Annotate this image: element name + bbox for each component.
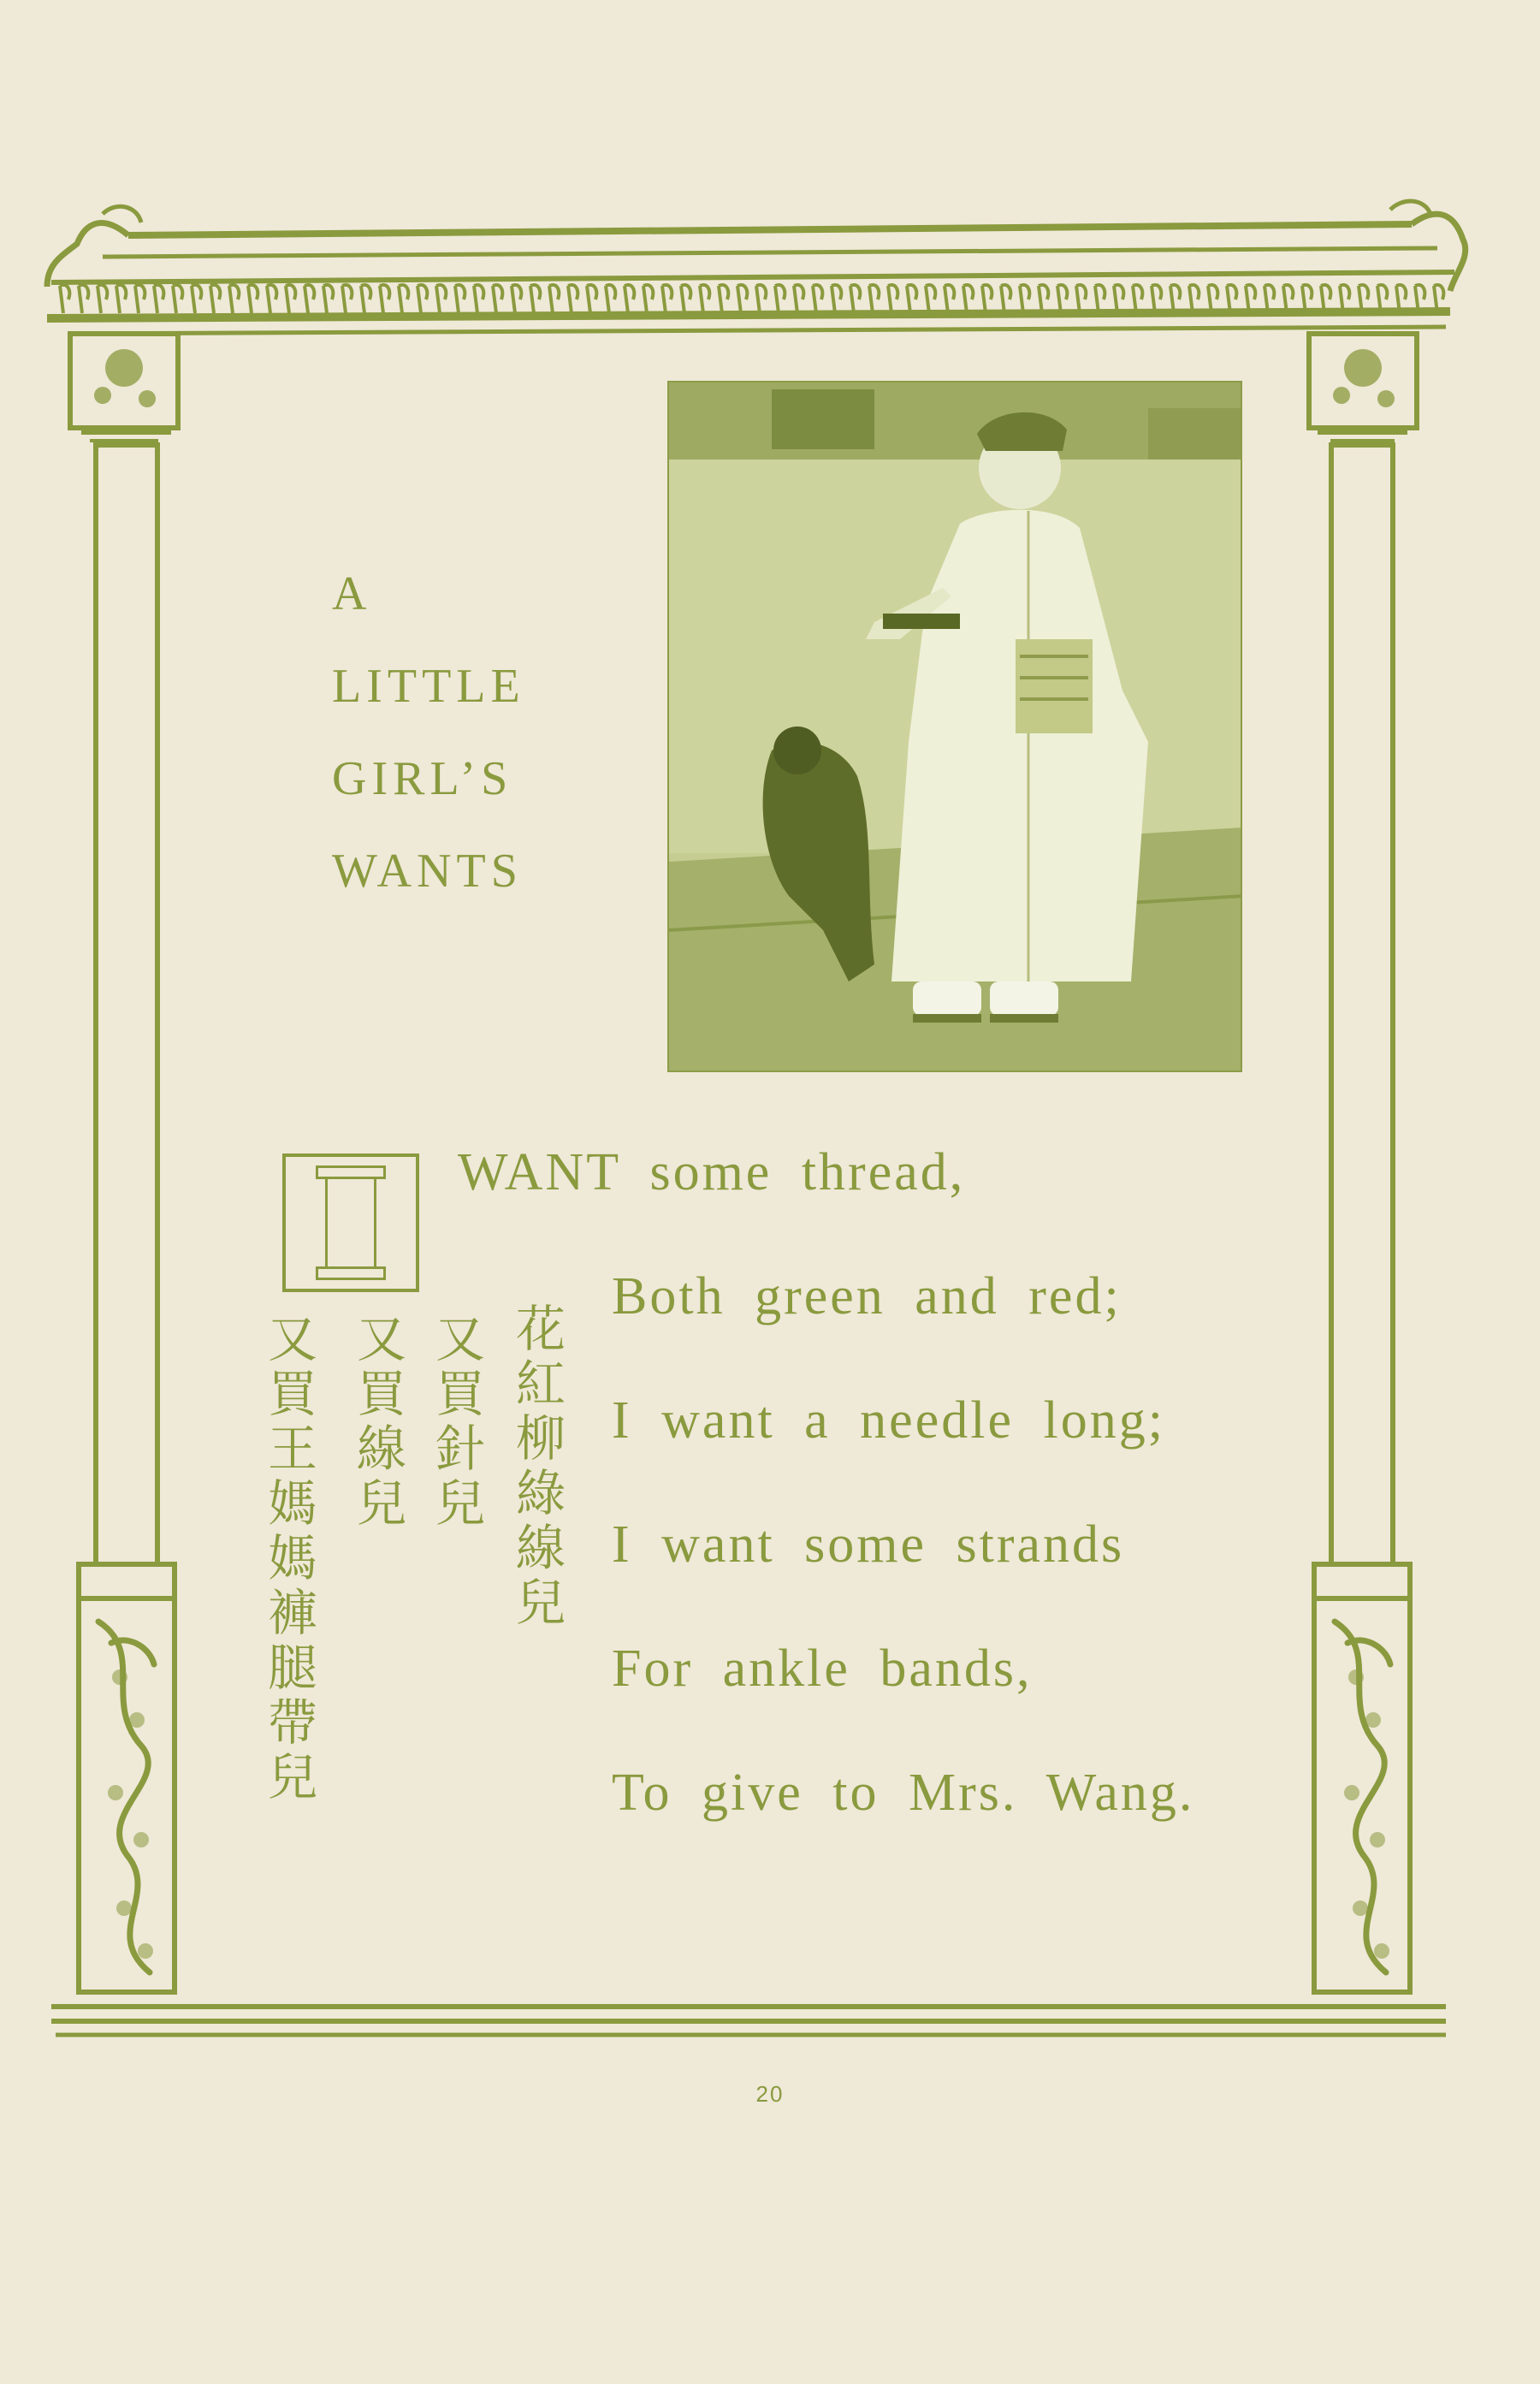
roof-tile <box>982 285 992 313</box>
roof-tile <box>493 285 502 313</box>
roof-tile <box>116 285 126 313</box>
roof-tile <box>98 285 107 313</box>
roof-tile <box>210 285 220 313</box>
title-line: WANTS <box>332 845 523 898</box>
title-line: A <box>332 567 372 620</box>
roof-tile <box>267 285 276 313</box>
roof-tile <box>192 285 201 313</box>
title-line: LITTLE <box>332 660 525 713</box>
roof-tile <box>436 285 446 313</box>
poem-line: Both green and red; <box>612 1267 1122 1325</box>
roof-tile <box>775 285 785 313</box>
roof-tile <box>512 285 521 313</box>
roof-tile <box>173 285 182 313</box>
roof-tile <box>474 285 483 313</box>
roof-tile <box>79 285 88 313</box>
page-number: 20 <box>755 2081 785 2107</box>
poem-line: I want some strands <box>612 1515 1125 1574</box>
roof-tile <box>888 285 897 313</box>
chinese-column: 又買線兒 <box>348 1313 406 1532</box>
roof-tile <box>625 285 634 313</box>
roof-tile <box>568 285 578 313</box>
roof-tile <box>135 285 145 313</box>
roof-tile <box>813 285 822 313</box>
roof-tile <box>737 285 747 313</box>
roof-tile <box>455 285 465 313</box>
roof-tile <box>399 285 408 313</box>
roof-tile <box>850 285 860 313</box>
roof-tile <box>1020 285 1029 313</box>
roof-tile <box>154 285 163 313</box>
poem-line: WANT some thread, <box>458 1143 966 1201</box>
roof-tile <box>719 285 728 313</box>
roof-tile <box>963 285 973 313</box>
roof-tile <box>248 285 258 313</box>
roof-tile <box>1039 285 1048 313</box>
chinese-column: 又買針兒 <box>427 1313 485 1532</box>
chinese-column: 又買王媽媽褲腿帶兒 <box>259 1313 317 1806</box>
roof-tile <box>530 285 540 313</box>
page-title <box>332 548 525 917</box>
drop-cap <box>282 1153 419 1292</box>
roof-tile <box>945 285 954 313</box>
roof-tile <box>700 285 709 313</box>
roof-tile <box>549 285 559 313</box>
roof-tile <box>323 285 333 313</box>
poem-line: I want a needle long; <box>612 1391 1165 1450</box>
roof-tile <box>756 285 766 313</box>
roof-tile <box>794 285 803 313</box>
roof-tile <box>305 285 314 313</box>
roof-tile <box>587 285 596 313</box>
roof-tile <box>60 285 69 313</box>
roof-tile <box>229 285 239 313</box>
title-line: GIRL’S <box>332 752 513 805</box>
roof-tile <box>1001 285 1010 313</box>
roof-tile <box>643 285 653 313</box>
poem-line: For ankle bands, <box>612 1640 1033 1698</box>
roof-tile <box>606 285 615 313</box>
roof-tile <box>342 285 352 313</box>
roof-tile <box>832 285 841 313</box>
roof-tile <box>361 285 370 313</box>
roof-tile <box>286 285 295 313</box>
roof-tile <box>662 285 672 313</box>
poem-line: To give to Mrs. Wang. <box>612 1764 1195 1822</box>
roof-tile <box>380 285 389 313</box>
roof-tile <box>1076 285 1086 313</box>
roof-tile <box>681 285 690 313</box>
roof-tile <box>1057 285 1067 313</box>
roof-tile <box>418 285 427 313</box>
child-photo <box>667 381 1242 1072</box>
roof-tile <box>926 285 935 313</box>
drop-cap-letter <box>325 1171 376 1274</box>
chinese-column: 花紅柳綠線兒 <box>507 1302 566 1631</box>
roof-tile <box>869 285 879 313</box>
roof-tile <box>907 285 916 313</box>
